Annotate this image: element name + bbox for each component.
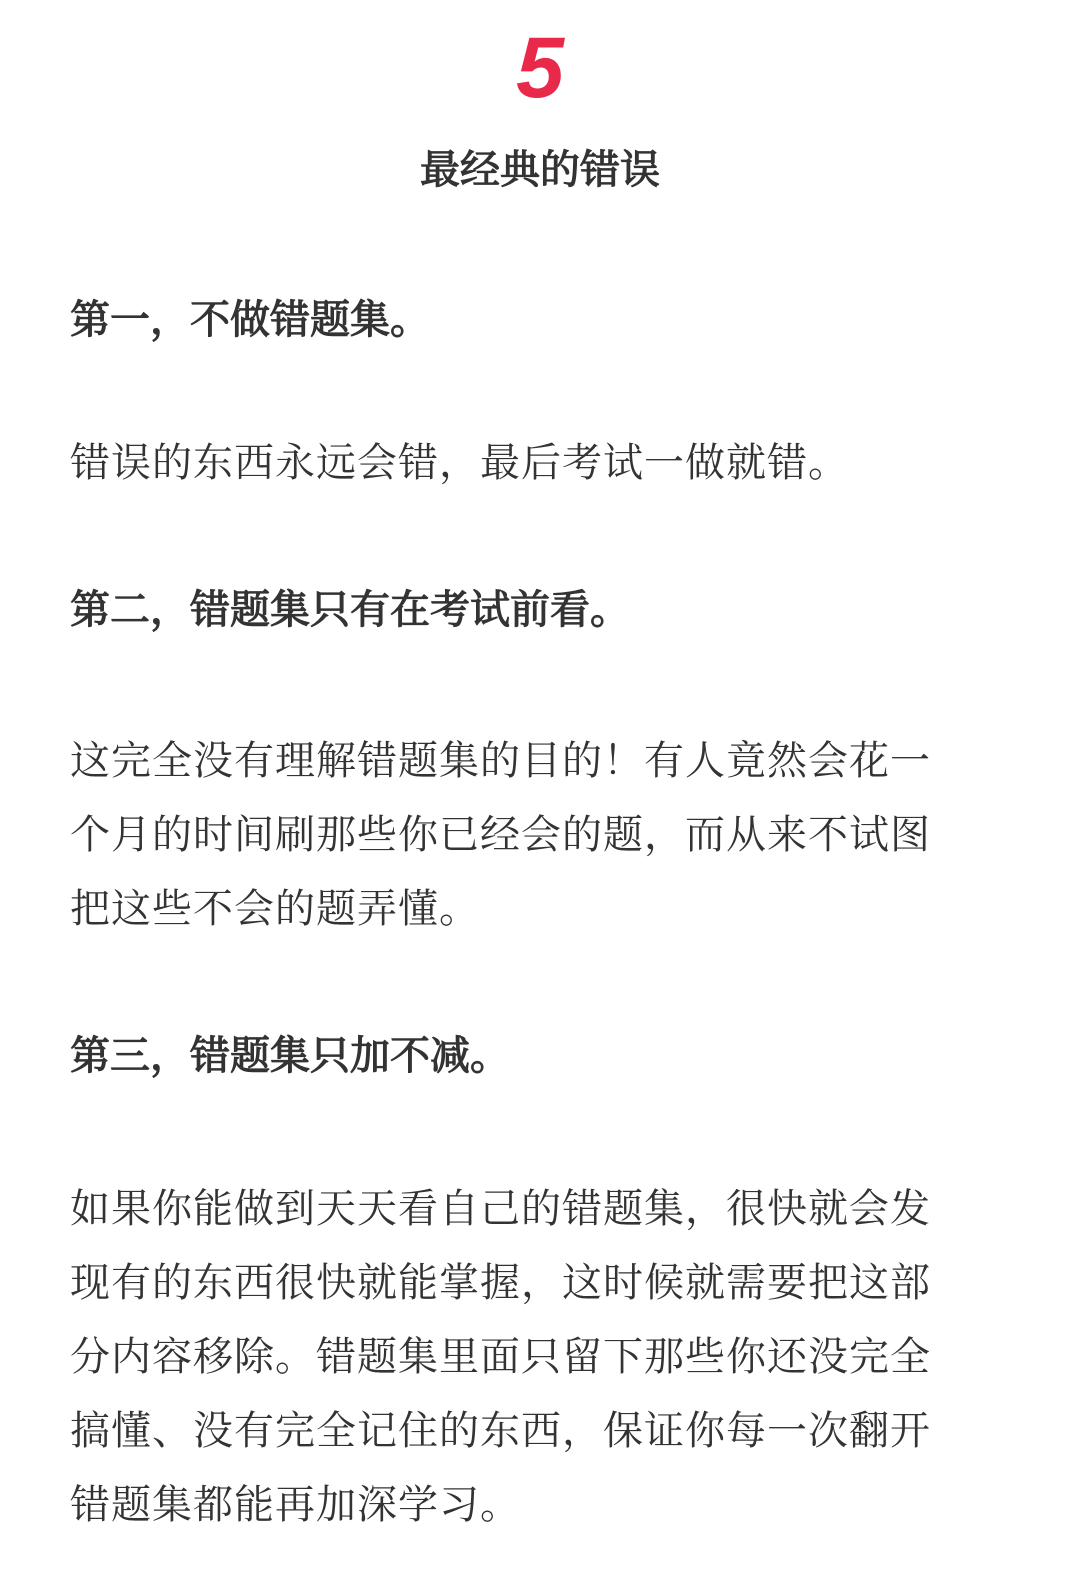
paragraph-line: 现有的东西很快就能掌握，这时候就需要把这部	[70, 1260, 931, 1306]
paragraph-line: 这完全没有理解错题集的目的！有人竟然会花一	[70, 738, 931, 784]
point-heading-1: 第一，不做错题集。	[70, 297, 430, 343]
paragraph-line: 搞懂、没有完全记住的东西，保证你每一次翻开	[70, 1408, 931, 1454]
paragraph-line: 个月的时间刷那些你已经会的题，而从来不试图	[70, 812, 931, 858]
point-paragraph-2	[70, 724, 1010, 946]
point-paragraph-3	[70, 1172, 1010, 1542]
paragraph-line: 分内容移除。错题集里面只留下那些你还没完全	[70, 1334, 931, 1380]
point-paragraph-1	[70, 426, 1010, 500]
point-heading-2: 第二，错题集只有在考试前看。	[70, 587, 630, 633]
section-title: 最经典的错误	[420, 147, 660, 193]
section-number: 5	[516, 20, 564, 116]
paragraph-line: 错误的东西永远会错，最后考试一做就错。	[70, 440, 849, 486]
paragraph-line: 如果你能做到天天看自己的错题集，很快就会发	[70, 1186, 931, 1232]
paragraph-line: 错题集都能再加深学习。	[70, 1482, 521, 1528]
paragraph-line: 把这些不会的题弄懂。	[70, 886, 480, 932]
point-heading-3: 第三，错题集只加不减。	[70, 1033, 510, 1079]
